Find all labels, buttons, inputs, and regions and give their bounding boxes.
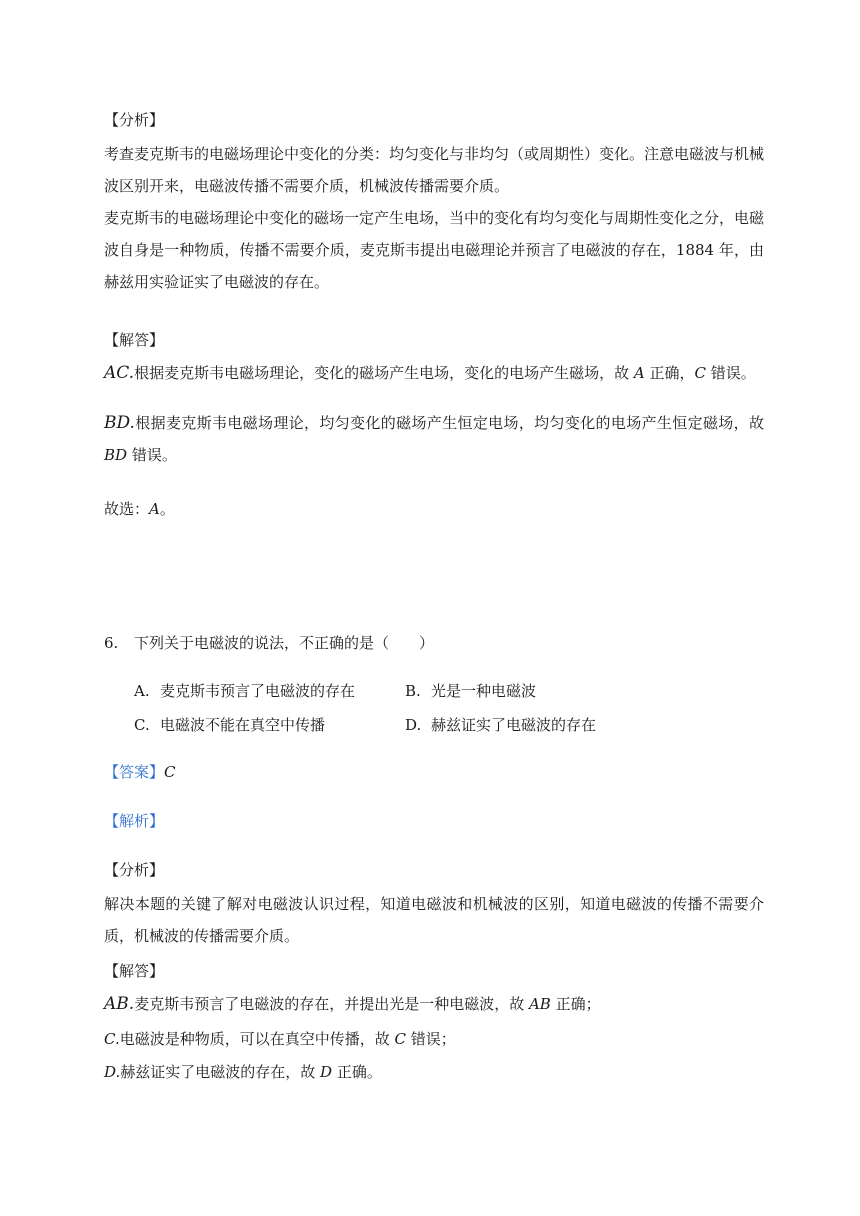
option-c — [134, 713, 325, 737]
selection-prefix: 故选： — [104, 500, 150, 518]
option-ref: D — [320, 1063, 333, 1081]
option-ref: C — [394, 1030, 406, 1048]
option-d-label: D. — [405, 716, 422, 734]
option-d — [405, 713, 596, 737]
solution-text: 根据麦克斯韦电磁场理论，均匀变化的磁场产生恒定电场，均匀变化的电场产生恒定磁场，故 — [134, 414, 764, 432]
analysis-paragraph-1: 考查麦克斯韦的电磁场理论中变化的分类：均匀变化与非均匀（或周期性）变化。注意电磁波与机械波区别开来，电磁波传播不需要介质，机械波传播需要介质。 — [104, 145, 765, 195]
solution-text: 电磁波是种物质，可以在真空中传播，故 — [119, 1030, 395, 1048]
option-label-ac: AC. — [104, 363, 135, 383]
explanation-tag: 【解析】 — [104, 812, 165, 830]
solution-line-d — [104, 1062, 764, 1082]
selection-suffix: 。 — [159, 500, 175, 518]
solution-line-c — [104, 1029, 764, 1049]
option-label-c: C. — [104, 1030, 120, 1048]
solution-line-bd — [104, 407, 764, 471]
solution-text: 正确。 — [332, 1063, 382, 1081]
question-stem — [134, 630, 434, 656]
option-ref: BD — [104, 446, 128, 464]
solution-line-ab — [104, 994, 764, 1014]
solution-text: 麦克斯韦预言了电磁波的存在，并提出光是一种电磁波，故 — [134, 995, 529, 1013]
solution-line-ac — [104, 363, 764, 383]
option-b-text: 光是一种电磁波 — [431, 682, 537, 700]
solution-text: 赫兹证实了电磁波的存在，故 — [120, 1063, 321, 1081]
question-stem-text: 下列关于电磁波的说法，不正确的是 — [134, 634, 375, 652]
answer-line — [104, 762, 764, 782]
solution-text: 正确； — [550, 995, 601, 1013]
option-label-ab: AB. — [104, 994, 135, 1014]
option-ref: C — [694, 364, 706, 382]
option-a — [134, 679, 355, 703]
option-ref: AB — [528, 995, 551, 1013]
option-ref: A — [633, 364, 645, 382]
option-a-label: A. — [134, 682, 150, 700]
analysis-paragraph-2: 麦克斯韦的电磁场理论中变化的磁场一定产生电场，当中的变化有均匀变化与周期性变化之分，电磁波自身是一种物质，传播不需要介质，麦克斯韦提出电磁理论并预言了电磁波的存在，1884 年，由赫兹用实验证实了电磁波的存在。 — [104, 209, 765, 291]
answer-bracket: （ ） — [374, 634, 435, 652]
answer-value: C — [164, 763, 176, 781]
q6-answer-heading: 【解答】 — [104, 962, 165, 980]
option-a-text: 麦克斯韦预言了电磁波的存在 — [160, 682, 356, 700]
option-d-text: 赫兹证实了电磁波的存在 — [431, 716, 597, 734]
option-c-label: C. — [134, 716, 150, 734]
q6-analysis-heading: 【分析】 — [104, 861, 165, 879]
question-number: 6. — [104, 634, 119, 652]
solution-text: 错误； — [405, 1030, 456, 1048]
analysis-heading: 【分析】 — [104, 111, 165, 129]
solution-text: 正确， — [644, 364, 695, 382]
solution-text: 错误。 — [127, 446, 177, 464]
selection-line — [104, 499, 764, 519]
option-label-bd: BD. — [104, 413, 135, 433]
answer-heading: 【解答】 — [104, 331, 165, 349]
solution-text: 根据麦克斯韦电磁场理论，变化的磁场产生电场，变化的电场产生磁场，故 — [134, 364, 634, 382]
option-b-label: B. — [405, 682, 421, 700]
q6-analysis-paragraph: 解决本题的关键了解对电磁波认识过程，知道电磁波和机械波的区别，知道电磁波的传播不需要介质，机械波的传播需要介质。 — [104, 895, 764, 945]
option-label-d: D. — [104, 1063, 121, 1081]
selection-answer: A — [149, 500, 160, 518]
solution-text: 错误。 — [705, 364, 756, 382]
option-b — [405, 679, 536, 703]
option-c-text: 电磁波不能在真空中传播 — [160, 716, 326, 734]
answer-tag: 【答案】 — [104, 763, 165, 781]
